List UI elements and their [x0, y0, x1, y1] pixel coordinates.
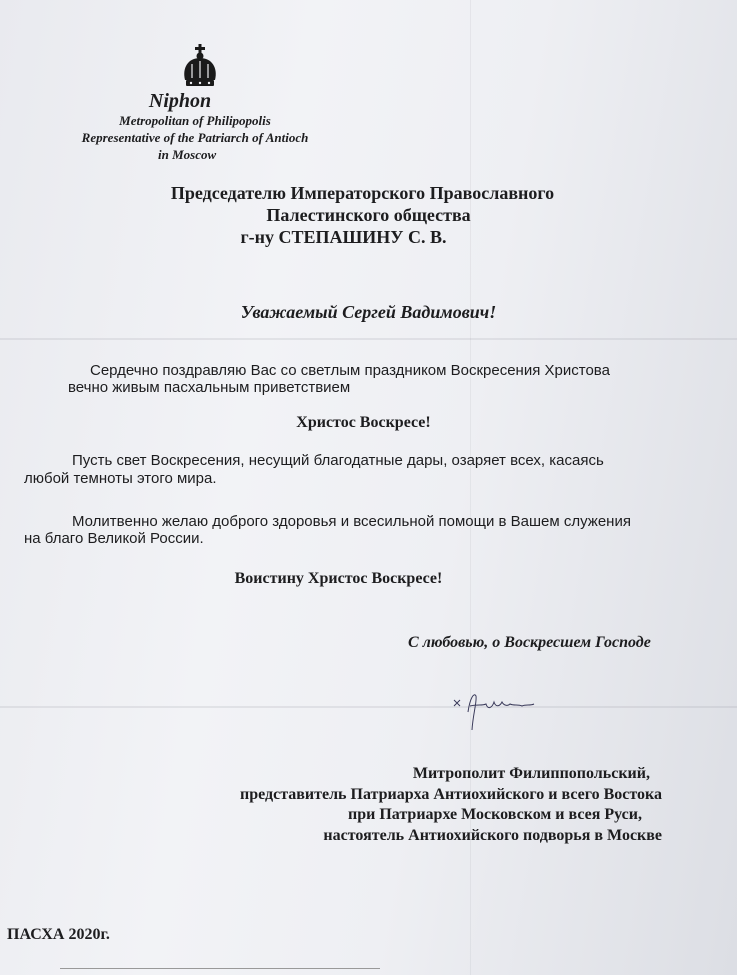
- paragraph-line: Сердечно поздравляю Вас со светлым праздником Воскресения Христова: [90, 362, 610, 379]
- letterhead: [40, 90, 350, 163]
- addressee: [0, 182, 737, 248]
- addressee-line: Председателю Императорского Православного: [170, 183, 555, 203]
- crown-icon: [180, 42, 220, 92]
- letter-date: ПАСХА 2020г.: [7, 926, 110, 943]
- paragraph-line: Пусть свет Воскресения, несущий благодатные дары, озаряет всех, касаясь: [72, 452, 604, 469]
- greeting-exclamation: Христос Воскресе!: [296, 414, 431, 431]
- addressee-line: Палестинского общества: [266, 205, 471, 225]
- letterhead-name: Niphon: [148, 90, 212, 112]
- paragraph-line: на благо Великой России.: [24, 530, 204, 547]
- closing-phrase: С любовью, о Воскресшем Господе: [408, 634, 651, 651]
- paper-fold: [0, 706, 737, 708]
- handwritten-signature: [446, 684, 546, 734]
- signature-block: [240, 764, 662, 846]
- letterhead-subtitle: Representative of the Patriarch of Antioch: [81, 130, 309, 145]
- signer-title: при Патриархе Московском и всея Руси,: [348, 806, 642, 823]
- letterhead-location: in Moscow: [158, 147, 217, 162]
- paper-fold: [0, 338, 737, 340]
- signer-title: Митрополит Филиппопольский,: [412, 765, 650, 782]
- paragraph-line: вечно живым пасхальным приветствием: [68, 379, 351, 396]
- divider: [60, 968, 380, 969]
- signer-title: настоятель Антиохийского подворья в Москве: [323, 826, 662, 844]
- signer-title: представитель Патриарха Антиохийского и всего Востока: [240, 785, 662, 803]
- paragraph-line: любой темноты этого мира.: [24, 470, 217, 487]
- paragraph-line: Молитвенно желаю доброго здоровья и всесильной помощи в Вашем служения: [72, 513, 631, 530]
- letterhead-title: Metropolitan of Philipopolis: [119, 113, 271, 128]
- salutation: Уважаемый Сергей Вадимович!: [240, 302, 497, 322]
- addressee-line: г-ну СТЕПАШИНУ С. В.: [240, 227, 447, 247]
- response-exclamation: Воистину Христос Воскресе!: [234, 570, 443, 587]
